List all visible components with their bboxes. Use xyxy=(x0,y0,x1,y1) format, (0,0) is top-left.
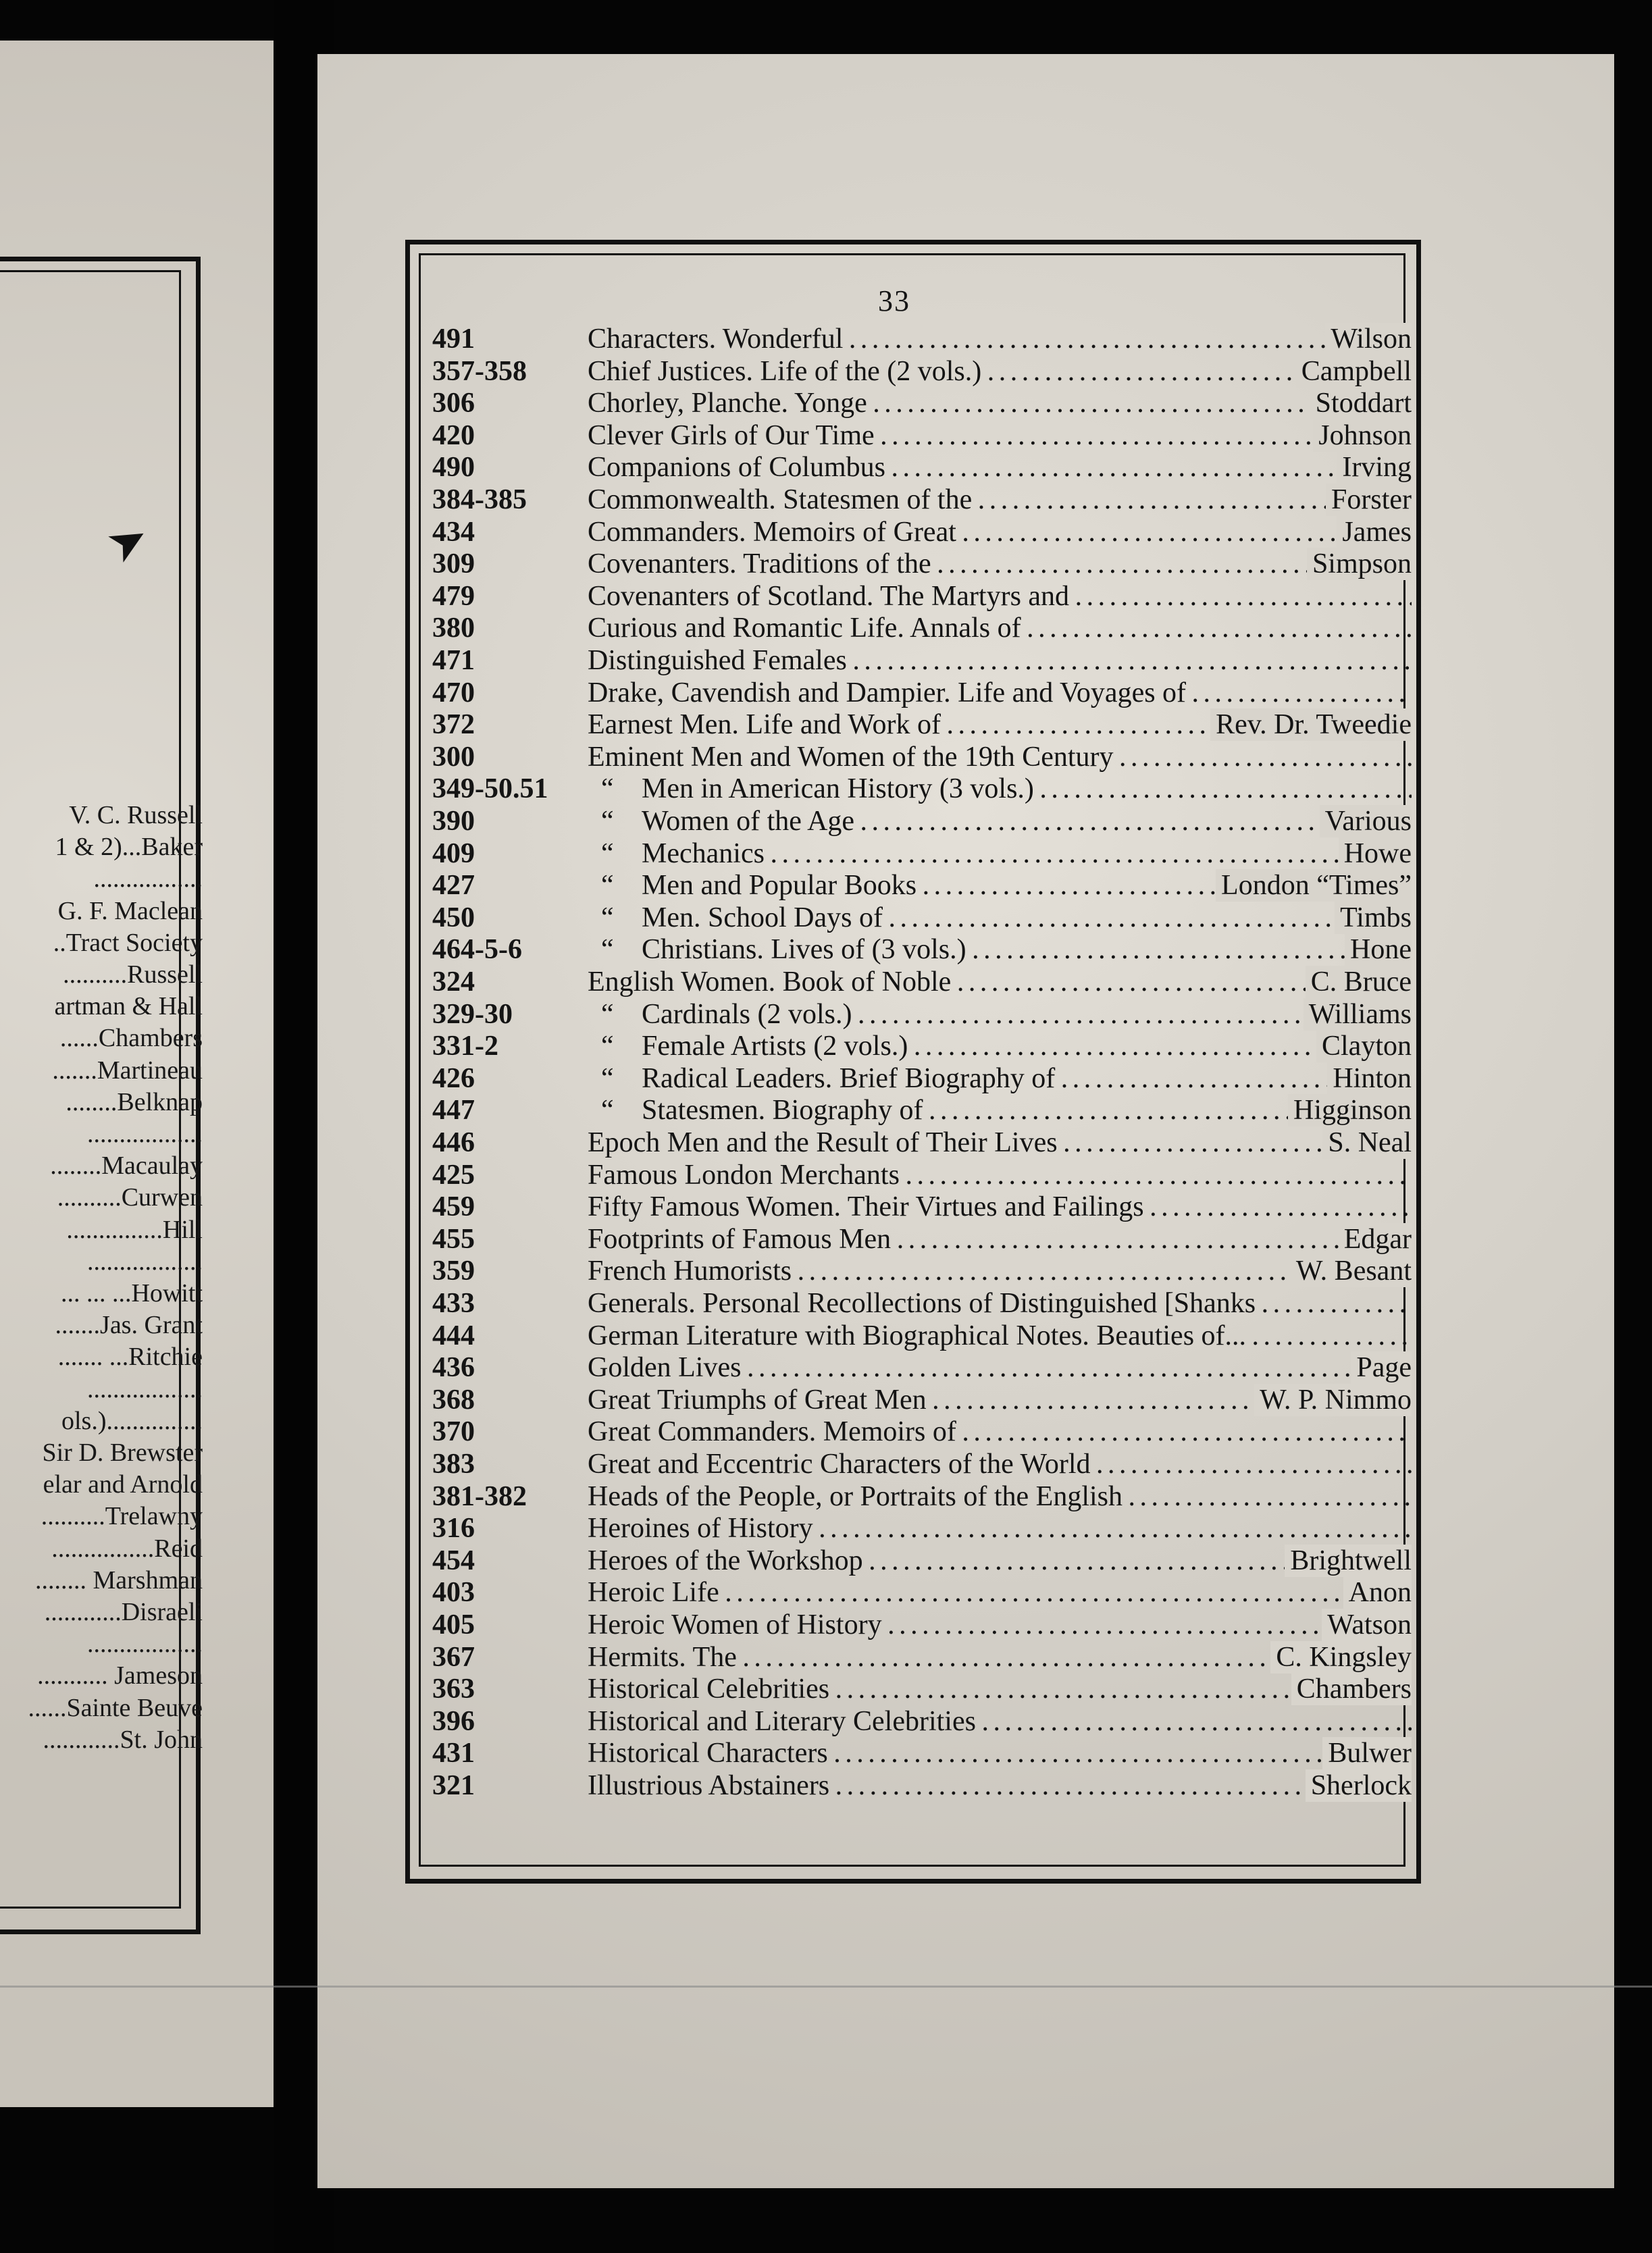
entry-title-text: Historical Characters xyxy=(588,1738,828,1769)
entry-title xyxy=(588,1320,1412,1352)
catalogue-entry xyxy=(432,484,1412,516)
entry-author: Stoddart xyxy=(1310,387,1412,419)
entry-title-text: Epoch Men and the Result of Their Lives xyxy=(588,1127,1058,1158)
left-page-line: ................Reid xyxy=(51,1534,203,1563)
catalogue-entry xyxy=(432,516,1412,548)
entry-title-text: Covenanters. Traditions of the xyxy=(588,548,931,580)
entry-title-text: Men. School Days of xyxy=(642,902,883,933)
left-page-line: ............Disraeli xyxy=(44,1598,203,1626)
entry-number: 372 xyxy=(432,709,475,741)
entry-title-text: Mechanics xyxy=(642,837,765,869)
entry-number: 329-30 xyxy=(432,998,513,1030)
entry-number: 470 xyxy=(432,677,475,708)
entry-title-text: Hermits. The xyxy=(588,1641,737,1673)
entry-number: 381-382 xyxy=(432,1480,527,1512)
entry-title xyxy=(588,1480,1412,1513)
catalogue-entry xyxy=(432,1769,1412,1802)
entry-author: Williams xyxy=(1303,998,1412,1031)
entry-author: Page xyxy=(1351,1351,1412,1384)
entry-number: 479 xyxy=(432,580,475,612)
entry-author: Various xyxy=(1320,805,1412,837)
left-page-line: ........Belknap xyxy=(66,1087,203,1116)
entry-title-text: Chief Justices. Life of the (2 vols.) xyxy=(588,355,982,387)
entry-title-text: Curious and Romantic Life. Annals of xyxy=(588,613,1021,644)
left-page-line: elar and Arnold xyxy=(43,1470,203,1499)
entry-title-text: Generals. Personal Recollections of Distinguished [Shanks xyxy=(588,1288,1256,1319)
catalogue-entry xyxy=(432,1320,1412,1352)
left-page-line: ..........Russell xyxy=(63,960,203,989)
catalogue-entry xyxy=(432,1159,1412,1191)
entry-title-text: Historical Celebrities xyxy=(588,1674,830,1705)
catalogue-entry xyxy=(432,1737,1412,1769)
catalogue-entry xyxy=(432,1416,1412,1448)
entry-number: 309 xyxy=(432,548,475,580)
entry-title xyxy=(642,933,1412,966)
entry-author: Timbs xyxy=(1335,902,1412,934)
catalogue-entry xyxy=(432,419,1412,452)
left-page-line: ........Macaulay xyxy=(50,1151,203,1181)
catalogue-entry xyxy=(432,1705,1412,1738)
entry-title xyxy=(588,1609,1412,1641)
entry-title-text: Men and Popular Books xyxy=(642,870,917,902)
entry-title-text: Clever Girls of Our Time xyxy=(588,419,875,451)
entry-title xyxy=(588,548,1412,580)
entry-title xyxy=(588,1576,1412,1609)
entry-number: 455 xyxy=(432,1223,475,1255)
entry-author: Clayton xyxy=(1316,1030,1412,1062)
entry-author: Irving xyxy=(1337,451,1412,484)
entry-number: 446 xyxy=(432,1127,475,1158)
entry-title xyxy=(588,644,1412,677)
entry-number: 396 xyxy=(432,1705,475,1737)
catalogue-entry xyxy=(432,1609,1412,1641)
entry-title xyxy=(642,773,1412,805)
entry-author: C. Bruce xyxy=(1306,966,1412,998)
entry-title-text: Commonwealth. Statesmen of the xyxy=(588,484,973,515)
left-page-line: ............St. John xyxy=(43,1725,203,1754)
catalogue-entry xyxy=(432,1126,1412,1159)
entry-number: 363 xyxy=(432,1674,475,1705)
entry-title-text: Covenanters of Scotland. The Martyrs and xyxy=(588,580,1070,612)
entry-title-text: French Humorists xyxy=(588,1255,792,1287)
entry-title xyxy=(588,355,1412,388)
entry-number: 324 xyxy=(432,966,475,998)
ditto-mark: “ xyxy=(601,902,614,933)
entry-title-text: Female Artists (2 vols.) xyxy=(642,1031,908,1062)
catalogue-entry xyxy=(432,580,1412,613)
entry-author: Hinton xyxy=(1327,1062,1412,1095)
entry-title xyxy=(588,419,1412,452)
entry-title-text: Drake, Cavendish and Dampier. Life and Voyages of xyxy=(588,677,1187,708)
ditto-mark: “ xyxy=(601,837,614,869)
entry-title xyxy=(588,1448,1412,1480)
entry-author: Higginson xyxy=(1288,1094,1412,1126)
catalogue-entry xyxy=(432,1673,1412,1705)
left-page-line: 1 & 2)...Baker xyxy=(55,833,203,862)
catalogue-entry xyxy=(432,1094,1412,1126)
left-page-line: ........ Marshman xyxy=(34,1565,203,1595)
entry-title xyxy=(588,1705,1412,1738)
entry-number: 444 xyxy=(432,1320,475,1351)
entry-title xyxy=(588,387,1412,419)
entry-number: 321 xyxy=(432,1770,475,1801)
entry-author: Edgar xyxy=(1339,1223,1412,1255)
left-page-line: ..........Curwen xyxy=(57,1183,203,1212)
entry-author: Hone xyxy=(1345,933,1412,966)
entry-number: 471 xyxy=(432,645,475,676)
catalogue-entry xyxy=(432,548,1412,580)
entry-title-text: Heroic Women of History xyxy=(588,1609,882,1640)
catalogue-entry xyxy=(432,708,1412,741)
entry-title-text: Heroes of the Workshop xyxy=(588,1545,863,1576)
catalogue-entry xyxy=(432,837,1412,870)
entry-title-text: Historical and Literary Celebrities xyxy=(588,1705,976,1737)
left-page-line: .................. xyxy=(87,1247,203,1276)
entry-number: 425 xyxy=(432,1159,475,1191)
catalogue-entry xyxy=(432,1062,1412,1095)
entry-title xyxy=(588,1126,1412,1159)
catalogue-entry xyxy=(432,805,1412,837)
entry-number: 403 xyxy=(432,1577,475,1609)
entry-author: Johnson xyxy=(1313,419,1412,452)
entry-title-text: Characters. Wonderful xyxy=(588,323,844,355)
entry-title-text: Great and Eccentric Characters of the World xyxy=(588,1449,1091,1480)
entry-number: 447 xyxy=(432,1095,475,1126)
entry-number: 490 xyxy=(432,452,475,484)
catalogue-entry xyxy=(432,966,1412,998)
entry-title xyxy=(588,1287,1412,1320)
catalogue-entry xyxy=(432,1351,1412,1384)
entry-title xyxy=(588,1191,1412,1223)
entry-title-text: Fifty Famous Women. Their Virtues and Failings xyxy=(588,1191,1144,1223)
entry-title xyxy=(588,966,1412,998)
catalogue-entry xyxy=(432,1448,1412,1480)
pointing-hand-icon: ➤ xyxy=(98,509,159,575)
entry-number: 405 xyxy=(432,1609,475,1640)
entry-number: 436 xyxy=(432,1352,475,1384)
entry-title-text: Men in American History (3 vols.) xyxy=(642,773,1034,805)
entry-number: 491 xyxy=(432,323,475,355)
left-page-line: ......Sainte Beuve xyxy=(28,1693,203,1722)
entry-title xyxy=(642,1062,1412,1095)
left-page-line: Sir D. Brewster xyxy=(42,1439,203,1467)
scan-line xyxy=(0,1986,1652,1988)
ditto-mark: “ xyxy=(601,1095,614,1126)
ditto-mark: “ xyxy=(601,806,614,837)
entry-title xyxy=(588,1255,1412,1287)
left-page-line: ..........Trelawny xyxy=(41,1502,203,1531)
catalogue-entry xyxy=(432,1384,1412,1416)
catalogue-entry xyxy=(432,902,1412,934)
entry-title xyxy=(588,1223,1412,1255)
catalogue-entry xyxy=(432,644,1412,677)
entry-title xyxy=(588,612,1412,644)
ditto-mark: “ xyxy=(601,1062,614,1094)
entry-number: 426 xyxy=(432,1062,475,1094)
catalogue-entry xyxy=(432,387,1412,419)
ditto-mark: “ xyxy=(601,1031,614,1062)
entry-author: Sherlock xyxy=(1306,1769,1412,1802)
entry-title xyxy=(588,1673,1412,1705)
entry-number: 464-5-6 xyxy=(432,934,522,966)
left-page-line: artman & Hall xyxy=(54,992,203,1021)
entry-number: 370 xyxy=(432,1416,475,1448)
entry-title-text: Heads of the People, or Portraits of the English xyxy=(588,1480,1123,1512)
left-page-line: G. F. Maclean xyxy=(57,896,203,925)
entry-author: Rev. Dr. Tweedie xyxy=(1210,708,1412,741)
entry-number: 380 xyxy=(432,613,475,644)
entry-title xyxy=(588,1159,1412,1191)
entry-number: 367 xyxy=(432,1641,475,1673)
entry-title xyxy=(588,1351,1412,1384)
entry-number: 306 xyxy=(432,388,475,419)
entry-number: 300 xyxy=(432,741,475,773)
entry-title xyxy=(642,998,1412,1031)
left-page-line: ..Tract Society xyxy=(53,928,203,957)
entry-number: 433 xyxy=(432,1288,475,1319)
catalogue-entry xyxy=(432,1223,1412,1255)
entry-number: 431 xyxy=(432,1738,475,1769)
ditto-mark: “ xyxy=(601,870,614,902)
entry-number: 384-385 xyxy=(432,484,527,515)
entry-title xyxy=(588,323,1412,355)
left-page-line: ......Chambers xyxy=(59,1024,203,1053)
left-page-line: ........... Jameson xyxy=(37,1661,203,1690)
catalogue-entry xyxy=(432,612,1412,644)
entry-title-text: Eminent Men and Women of the 19th Century xyxy=(588,741,1114,773)
left-page-line: ols.)............... xyxy=(61,1406,203,1435)
entry-number: 409 xyxy=(432,837,475,869)
entry-title-text: Footprints of Famous Men xyxy=(588,1223,892,1255)
catalogue-entry xyxy=(432,451,1412,484)
entry-title-text: Illustrious Abstainers xyxy=(588,1770,830,1801)
catalogue-entry xyxy=(432,323,1412,355)
entry-title-text: Great Commanders. Memoirs of xyxy=(588,1416,956,1448)
entry-title xyxy=(588,1769,1412,1802)
left-page-line: ...............Hill xyxy=(66,1215,203,1244)
entry-title-text: Great Triumphs of Great Men xyxy=(588,1384,927,1416)
left-page-line: .................. xyxy=(87,1374,203,1403)
catalogue-entry xyxy=(432,1287,1412,1320)
entry-title-text: Companions of Columbus xyxy=(588,452,886,484)
entry-author: W. P. Nimmo xyxy=(1254,1384,1412,1416)
entry-author: Forster xyxy=(1326,484,1412,516)
entry-number: 454 xyxy=(432,1545,475,1576)
left-page-line: .......Jas. Grant xyxy=(55,1311,203,1340)
entry-title xyxy=(588,1512,1412,1545)
left-page xyxy=(0,41,274,2107)
entry-author: Howe xyxy=(1339,837,1412,870)
entry-title-text: Golden Lives xyxy=(588,1352,742,1384)
entry-title-text: Heroines of History xyxy=(588,1513,813,1545)
catalogue-entry xyxy=(432,869,1412,902)
entry-author: C. Kingsley xyxy=(1270,1641,1412,1674)
entry-title xyxy=(588,516,1412,548)
entry-number: 368 xyxy=(432,1384,475,1416)
entry-title-text: Cardinals (2 vols.) xyxy=(642,998,852,1030)
entry-number: 359 xyxy=(432,1255,475,1287)
catalogue-entry xyxy=(432,933,1412,966)
left-page-line: .......Martineau xyxy=(52,1056,203,1085)
entry-title xyxy=(588,580,1412,613)
entry-title xyxy=(588,451,1412,484)
entry-number: 459 xyxy=(432,1191,475,1223)
entry-title xyxy=(642,902,1412,934)
entry-number: 383 xyxy=(432,1449,475,1480)
catalogue-entry xyxy=(432,1191,1412,1223)
left-page-line: ... ... ...Howitt xyxy=(60,1279,203,1307)
ditto-mark: “ xyxy=(601,998,614,1030)
left-page-line: V. C. Russell xyxy=(69,801,203,829)
entry-title xyxy=(588,741,1412,773)
entry-title-text: Statesmen. Biography of xyxy=(642,1095,923,1126)
entry-author: Bulwer xyxy=(1322,1737,1412,1769)
entry-author: Anon xyxy=(1343,1576,1412,1609)
entry-number: 434 xyxy=(432,516,475,548)
entry-title xyxy=(588,484,1412,516)
entry-title-text: Distinguished Females xyxy=(588,645,847,676)
entry-title-text: English Women. Book of Noble xyxy=(588,966,952,998)
entry-title-text: Chorley, Planche. Yonge xyxy=(588,388,867,419)
entry-title-text: Commanders. Memoirs of Great xyxy=(588,516,956,548)
catalogue-entry xyxy=(432,1255,1412,1287)
left-page-line: ................. xyxy=(93,864,203,894)
entry-author: London “Times” xyxy=(1216,869,1412,902)
entry-title xyxy=(642,837,1412,870)
catalogue-entry xyxy=(432,1641,1412,1674)
catalogue-entry xyxy=(432,998,1412,1031)
catalogue-entry xyxy=(432,1480,1412,1513)
left-page-line: ....... ...Ritchie xyxy=(57,1343,203,1372)
entry-author: Wilson xyxy=(1325,323,1412,355)
entry-title-text: Famous London Merchants xyxy=(588,1159,900,1191)
entry-author: James xyxy=(1337,516,1412,548)
entry-author: Simpson xyxy=(1307,548,1412,580)
page-number: 33 xyxy=(878,284,910,317)
catalogue-entry xyxy=(432,773,1412,805)
catalogue-entry xyxy=(432,1576,1412,1609)
entry-author: W. Besant xyxy=(1291,1255,1412,1287)
entry-number: 450 xyxy=(432,902,475,933)
entry-title-text: Christians. Lives of (3 vols.) xyxy=(642,934,966,966)
entry-title xyxy=(642,805,1412,837)
left-page-line: .................. xyxy=(87,1630,203,1659)
entry-number: 349-50.51 xyxy=(432,773,548,805)
entry-author: Brightwell xyxy=(1285,1545,1412,1577)
entry-title xyxy=(588,1416,1412,1448)
catalogue-entry xyxy=(432,1512,1412,1545)
entry-number: 316 xyxy=(432,1513,475,1545)
entry-number: 331-2 xyxy=(432,1031,498,1062)
catalogue-entry xyxy=(432,1545,1412,1577)
entry-author: Campbell xyxy=(1296,355,1412,388)
ditto-mark: “ xyxy=(601,773,614,805)
ditto-mark: “ xyxy=(601,934,614,966)
entry-title-text: Women of the Age xyxy=(642,806,855,837)
entry-number: 420 xyxy=(432,419,475,451)
catalogue-entry xyxy=(432,1030,1412,1062)
entry-number: 357-358 xyxy=(432,355,527,387)
entry-title-text: Earnest Men. Life and Work of xyxy=(588,709,941,741)
entry-title-text: Radical Leaders. Brief Biography of xyxy=(642,1062,1056,1094)
entry-author: S. Neal xyxy=(1322,1126,1412,1159)
catalogue-entry xyxy=(432,741,1412,773)
entry-author: Watson xyxy=(1322,1609,1412,1641)
entry-author: Chambers xyxy=(1291,1673,1412,1705)
entry-title xyxy=(588,677,1412,709)
catalogue-entry xyxy=(432,355,1412,388)
left-page-line: .................. xyxy=(87,1120,203,1148)
catalogue-entry xyxy=(432,677,1412,709)
entry-title xyxy=(642,1030,1412,1062)
entry-number: 427 xyxy=(432,870,475,902)
entry-number: 390 xyxy=(432,806,475,837)
entry-title-text: Heroic Life xyxy=(588,1577,719,1609)
entry-title xyxy=(588,1737,1412,1769)
entry-title-text: German Literature with Biographical Notes. Beauties of... xyxy=(588,1320,1247,1351)
